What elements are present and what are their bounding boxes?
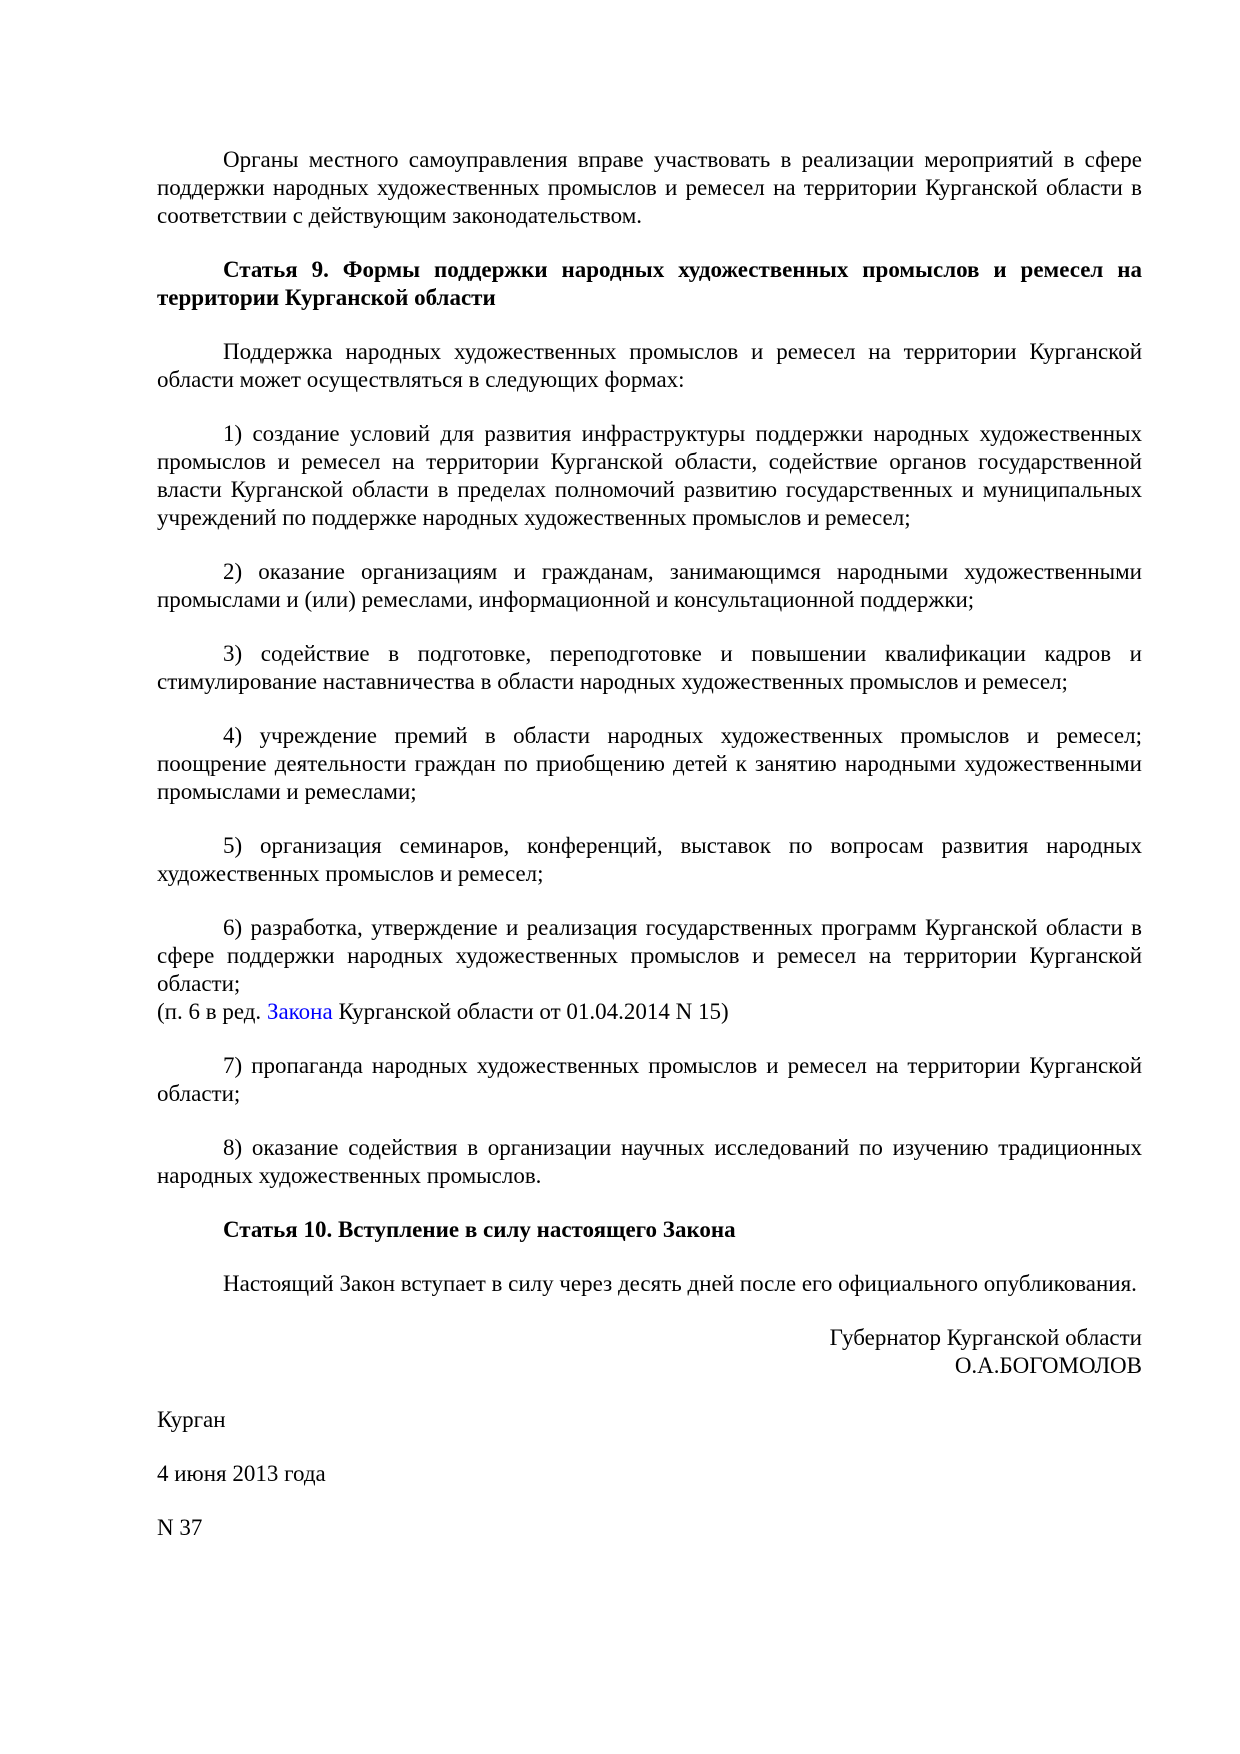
date-line: 4 июня 2013 года <box>157 1461 326 1486</box>
amendment-note <box>157 998 1142 1026</box>
list-item-5: 5) организация семинаров, конференций, выставок по вопросам развития народных художественных промыслов и ремесел; <box>157 833 1142 886</box>
intro-paragraph: Органы местного самоуправления вправе участвовать в реализации мероприятий в сфере поддержки народных художественных промыслов и ремесел на территории Курганской области в соответствии с действующим законодательством. <box>157 147 1142 228</box>
list-item-1: 1) создание условий для развития инфраструктуры поддержки народных художественных промыслов и ремесел на территории Курганской области, содействие органов государственной власти Курганской области в пределах полномочий развитию государственных и муниципальных учреждений по поддержке народных художественных промыслов и ремесел; <box>157 421 1142 530</box>
signature-position: Губернатор Курганской области <box>829 1325 1142 1350</box>
signature-block <box>157 1324 1142 1380</box>
list-item-8: 8) оказание содействия в организации научных исследований по изучению традиционных народных художественных промыслов. <box>157 1135 1142 1188</box>
article-10-heading: Статья 10. Вступление в силу настоящего Закона <box>223 1217 736 1242</box>
article-9-lead: Поддержка народных художественных промыслов и ремесел на территории Курганской области может осуществляться в следующих формах: <box>157 339 1142 392</box>
list-item-3: 3) содействие в подготовке, переподготовке и повышении квалификации кадров и стимулирование наставничества в области народных художественных промыслов и ремесел; <box>157 641 1142 694</box>
list-item-7: 7) пропаганда народных художественных промыслов и ремесел на территории Курганской области; <box>157 1053 1142 1106</box>
law-link[interactable]: Закона <box>266 999 333 1024</box>
article-9-heading: Статья 9. Формы поддержки народных художественных промыслов и ремесел на территории Курганской области <box>157 257 1142 310</box>
list-item-2: 2) оказание организациям и гражданам, занимающимся народными художественными промыслами и (или) ремеслами, информационной и консультационной поддержки; <box>157 559 1142 612</box>
list-item-6: 6) разработка, утверждение и реализация государственных программ Курганской области в сфере поддержки народных художественных промыслов и ремесел на территории Курганской области; <box>157 915 1142 996</box>
list-item-4: 4) учреждение премий в области народных художественных промыслов и ремесел; поощрение деятельности граждан по приобщению детей к занятию народными художественными промыслами и ремеслами; <box>157 723 1142 804</box>
place-line: Курган <box>157 1407 226 1432</box>
number-line: N 37 <box>157 1515 203 1540</box>
article-10-body: Настоящий Закон вступает в силу через десять дней после его официального опубликования. <box>223 1271 1137 1296</box>
amendment-suffix: Курганской области от 01.04.2014 N 15) <box>332 999 729 1024</box>
amendment-prefix: (п. 6 в ред. <box>157 999 267 1024</box>
signature-name: О.А.БОГОМОЛОВ <box>954 1353 1142 1378</box>
